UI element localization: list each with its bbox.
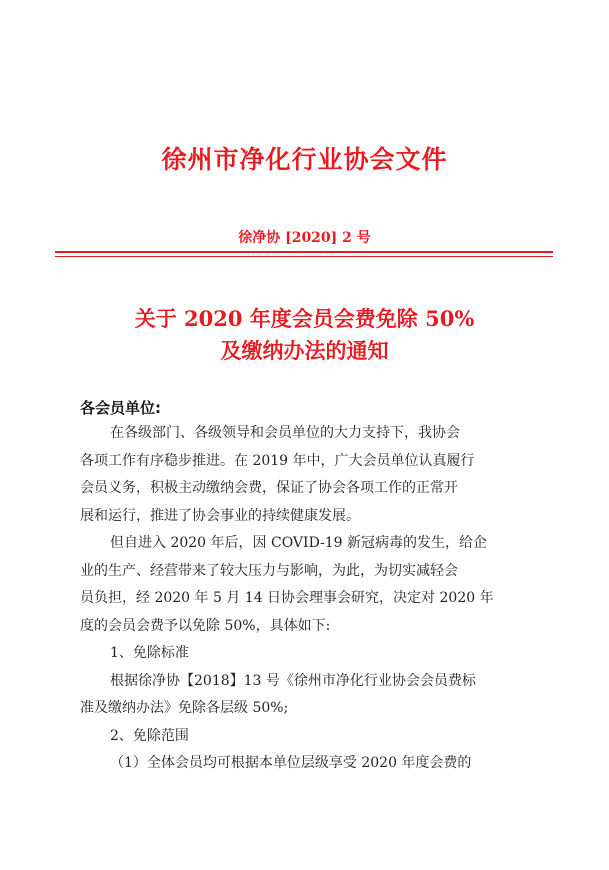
body-line: 准及缴纳办法》免除各层级 50%; <box>80 700 289 716</box>
body-line: 各项工作有序稳步推进。在 2019 年中，广大会员单位认真履行 <box>80 452 475 469</box>
org-header-title: 徐州市净化行业协会文件 <box>161 145 448 174</box>
salutation: 各会员单位: <box>80 399 161 417</box>
notice-title-line-1: 关于 2020 年度会员会费免除 50% <box>134 306 475 331</box>
section-heading-exemption-scope: 2、免除范围 <box>110 727 189 744</box>
body-line: 根据徐净协【2018】13 号《徐州市净化行业协会会员费标 <box>110 672 476 689</box>
body-line: 业的生产、经营带来了较大压力与影响，为此，为切实减轻会 <box>80 562 458 579</box>
notice-title <box>0 303 609 367</box>
document-number: 徐净协 [2020] 2 号 <box>238 230 371 246</box>
header-divider-thick <box>55 251 553 253</box>
body-line: 在各级部门、各级领导和会员单位的大力支持下，我协会 <box>110 425 460 441</box>
notice-title-line-2: 及缴纳办法的通知 <box>220 338 389 363</box>
body-line: 会员义务，积极主动缴纳会费，保证了协会各项工作的正常开 <box>80 480 458 496</box>
header-divider-thin <box>55 256 553 257</box>
body-line: 员负担，经 2020 年 5 月 14 日协会理事会研究，决定对 2020 年 <box>80 590 494 606</box>
notice-body <box>80 420 536 778</box>
body-line: 但自进入 2020 年后，因 COVID-19 新冠病毒的发生，给企 <box>110 535 488 551</box>
body-line: （1）全体会员均可根据本单位层级享受 2020 年度会费的 <box>110 755 472 771</box>
section-heading-exemption-standard: 1、免除标准 <box>110 645 189 661</box>
body-line: 度的会员会费予以免除 50%，具体如下: <box>80 617 331 634</box>
body-line: 展和运行，推进了协会事业的持续健康发展。 <box>80 507 360 524</box>
